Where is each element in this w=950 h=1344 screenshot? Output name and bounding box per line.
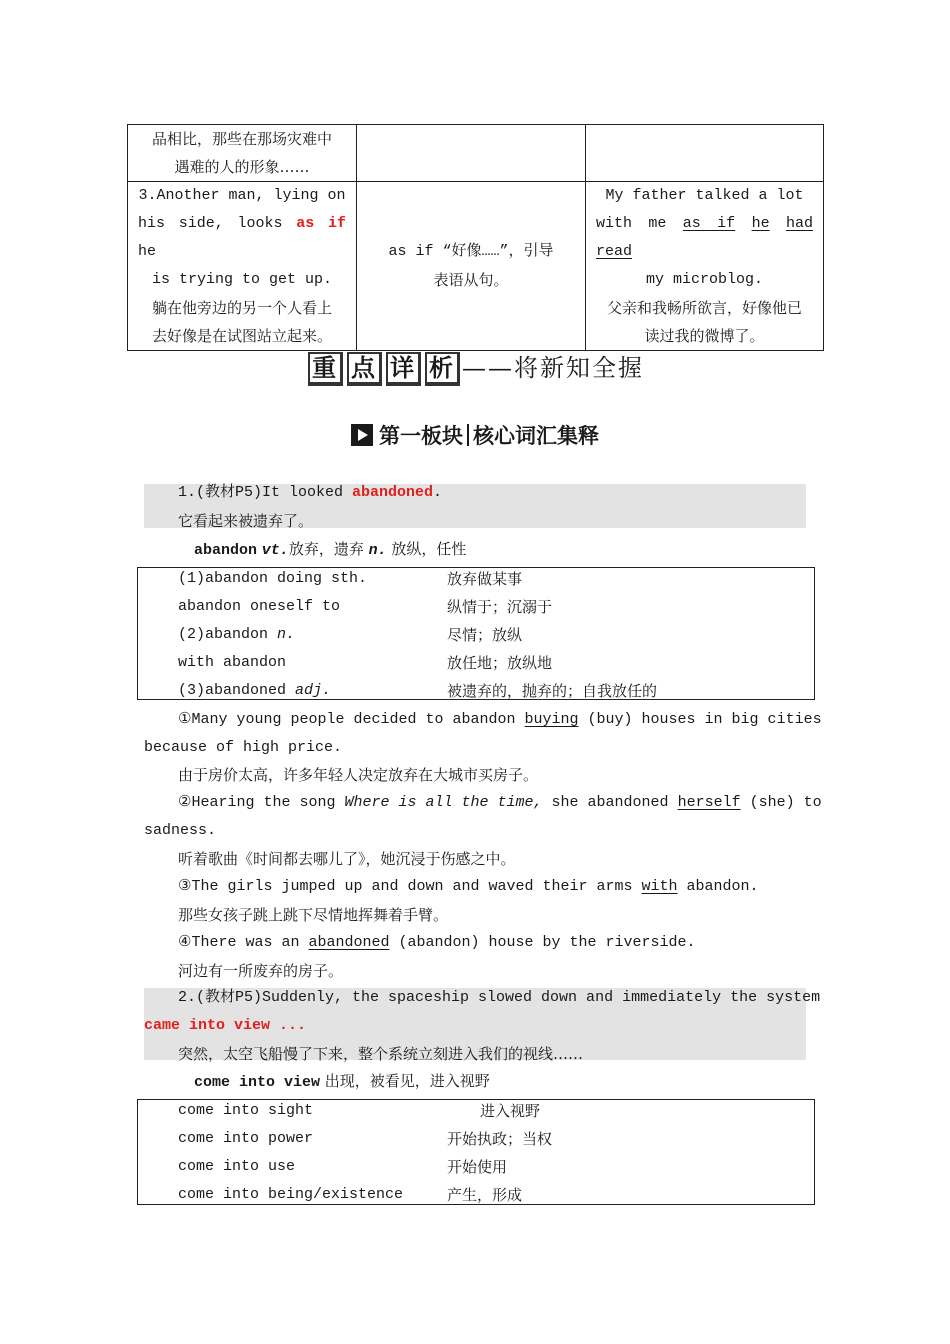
highlight-word: abandoned	[352, 484, 434, 501]
cell-text: 躺在他旁边的另一个人看上	[151, 299, 332, 317]
answer-blank: as if	[682, 215, 736, 232]
text-run: ④There was an	[178, 934, 309, 951]
usage-box	[137, 567, 815, 700]
item-line: 2.(教材P5)Suddenly, the spaceship slowed down and immediately the system	[178, 989, 821, 1006]
usage-cn: 放弃做某事	[447, 570, 523, 588]
phrase-table	[127, 124, 824, 351]
section-heading	[0, 348, 950, 386]
table-cell	[586, 182, 824, 351]
cell-text: 品相比，那些在那场灾难中	[151, 130, 332, 148]
item-translation: 它看起来被遗弃了。	[178, 512, 314, 530]
usage-row	[138, 593, 814, 621]
answer-blank: read	[596, 243, 633, 260]
heading-char: 点	[347, 352, 382, 386]
usage-cn: 尽情；放纵	[447, 626, 523, 644]
item-translation: 突然，太空飞船慢了下来，整个系统立刻进入我们的视线……	[178, 1045, 584, 1063]
example-sentence	[178, 873, 759, 901]
example-translation: 听着歌曲《时间都去哪儿了》，她沉浸于伤感之中。	[178, 850, 516, 868]
answer-blank: herself	[677, 794, 741, 811]
heading-char: 详	[386, 352, 421, 386]
usage-row	[138, 1097, 814, 1125]
cell-text: 3.Another man, lying on	[138, 187, 346, 204]
highlight-phrase: as if	[296, 215, 346, 232]
highlight-phrase: came into view ...	[144, 1017, 307, 1034]
table-cell	[586, 125, 824, 182]
cell-text	[138, 210, 346, 266]
text-run: his side, looks	[138, 215, 297, 232]
pos-label: n.	[277, 626, 296, 643]
table-cell	[357, 125, 586, 182]
cell-text	[596, 210, 813, 266]
text-run: she abandoned	[542, 794, 678, 811]
heading-char: 析	[425, 352, 460, 386]
example-line: because of high price.	[144, 739, 343, 756]
text-run: ②Hearing the song	[178, 794, 345, 811]
cell-text: My father talked a lot	[605, 187, 804, 204]
definition-text: 放弃，遗弃	[288, 540, 369, 558]
usage-row	[138, 649, 814, 677]
divider-bar	[467, 424, 469, 446]
word-definition	[194, 535, 466, 565]
usage-cn: 放任地；放纵地	[447, 654, 553, 672]
play-icon	[351, 424, 373, 446]
usage-en: (1)abandon doing sth.	[178, 570, 368, 587]
usage-row	[138, 565, 814, 593]
usage-en: come into being/existence	[178, 1186, 404, 1203]
usage-row	[138, 1125, 814, 1153]
text-run: (3)abandoned	[178, 682, 296, 699]
example-translation: 由于房价太高，许多年轻人决定放弃在大城市买房子。	[178, 766, 539, 784]
text-run: ①Many young people decided to abandon	[178, 711, 525, 728]
song-title: Where is all the time,	[344, 794, 543, 811]
text-run: (abandon) house by the riverside.	[389, 934, 696, 951]
pos-label: vt.	[261, 542, 289, 559]
cell-text: my microblog.	[645, 271, 764, 288]
text-run: (she) to	[740, 794, 822, 811]
word-definition	[194, 1067, 490, 1097]
usage-en	[178, 677, 331, 705]
example-line: sadness.	[144, 822, 217, 839]
cell-text: 去好像是在试图站立起来。	[151, 327, 332, 345]
text-run: abandon.	[677, 878, 759, 895]
usage-cn: 纵情于；沉溺于	[447, 598, 553, 616]
usage-cn: 产生，形成	[447, 1186, 523, 1204]
text-run: (2)abandon	[178, 626, 278, 643]
example-sentence	[144, 706, 822, 762]
usage-en: come into sight	[178, 1102, 314, 1119]
example-line	[144, 706, 822, 734]
text-run: he	[138, 243, 157, 260]
definition-text: 出现，被看见，进入视野	[320, 1072, 490, 1090]
cell-text: 读过我的微博了。	[644, 327, 765, 345]
cell-text: is trying to get up.	[151, 271, 333, 288]
example-line	[144, 789, 822, 817]
heading-rest: ——将新知全握	[462, 354, 644, 382]
headword: abandon	[194, 542, 258, 559]
usage-en: abandon oneself to	[178, 598, 341, 615]
example-sentence	[178, 929, 696, 957]
example-translation: 河边有一所废弃的房子。	[178, 962, 344, 980]
usage-box	[137, 1099, 815, 1205]
usage-row	[138, 1153, 814, 1181]
pos-label: adj.	[295, 682, 332, 699]
cell-text: 表语从句。	[433, 271, 509, 289]
text-run: .	[433, 484, 443, 501]
example-translation: 那些女孩子跳上跳下尽情地挥舞着手臂。	[178, 906, 449, 924]
usage-row	[138, 621, 814, 649]
usage-row	[138, 677, 814, 705]
pos-label: n.	[368, 542, 387, 559]
usage-cn: 被遗弃的，抛弃的；自我放任的	[447, 682, 658, 700]
table-cell	[128, 125, 357, 182]
text-run: (buy) houses in big cities	[578, 711, 822, 728]
text-run: ③The girls jumped up and down and waved their arms	[178, 878, 642, 895]
definition-text: 放纵，任性	[386, 540, 467, 558]
text-run: with me	[596, 215, 683, 232]
answer-blank: had	[785, 215, 813, 232]
cell-text: as if “好像……”，引导	[388, 243, 554, 260]
cell-text: 遇难的人的形象……	[174, 158, 310, 176]
answer-blank: he	[751, 215, 770, 232]
example-sentence	[144, 789, 822, 845]
usage-en: come into use	[178, 1158, 296, 1175]
answer-blank: abandoned	[308, 934, 390, 951]
block-heading-right: 核心词汇集释	[473, 424, 599, 448]
heading-char: 重	[308, 352, 343, 386]
cell-text: 父亲和我畅所欲言，好像他已	[606, 299, 802, 317]
usage-en: with abandon	[178, 654, 287, 671]
headword: come into view	[194, 1074, 321, 1091]
text-run: 1.(教材P5)It looked	[178, 484, 353, 501]
answer-blank: buying	[524, 711, 579, 728]
item-sentence	[144, 984, 821, 1040]
usage-en: come into power	[178, 1130, 314, 1147]
usage-en	[178, 621, 295, 649]
table-cell	[128, 182, 357, 351]
block-heading-left: 第一板块	[379, 424, 463, 448]
item-line	[144, 1012, 806, 1040]
usage-cn: 进入视野	[480, 1102, 541, 1120]
usage-cn: 开始使用	[447, 1158, 508, 1176]
usage-row	[138, 1181, 814, 1209]
usage-cn: 开始执政；当权	[447, 1130, 553, 1148]
answer-blank: with	[641, 878, 678, 895]
block-heading	[0, 420, 950, 450]
item-sentence	[178, 479, 442, 507]
table-cell	[357, 182, 586, 351]
